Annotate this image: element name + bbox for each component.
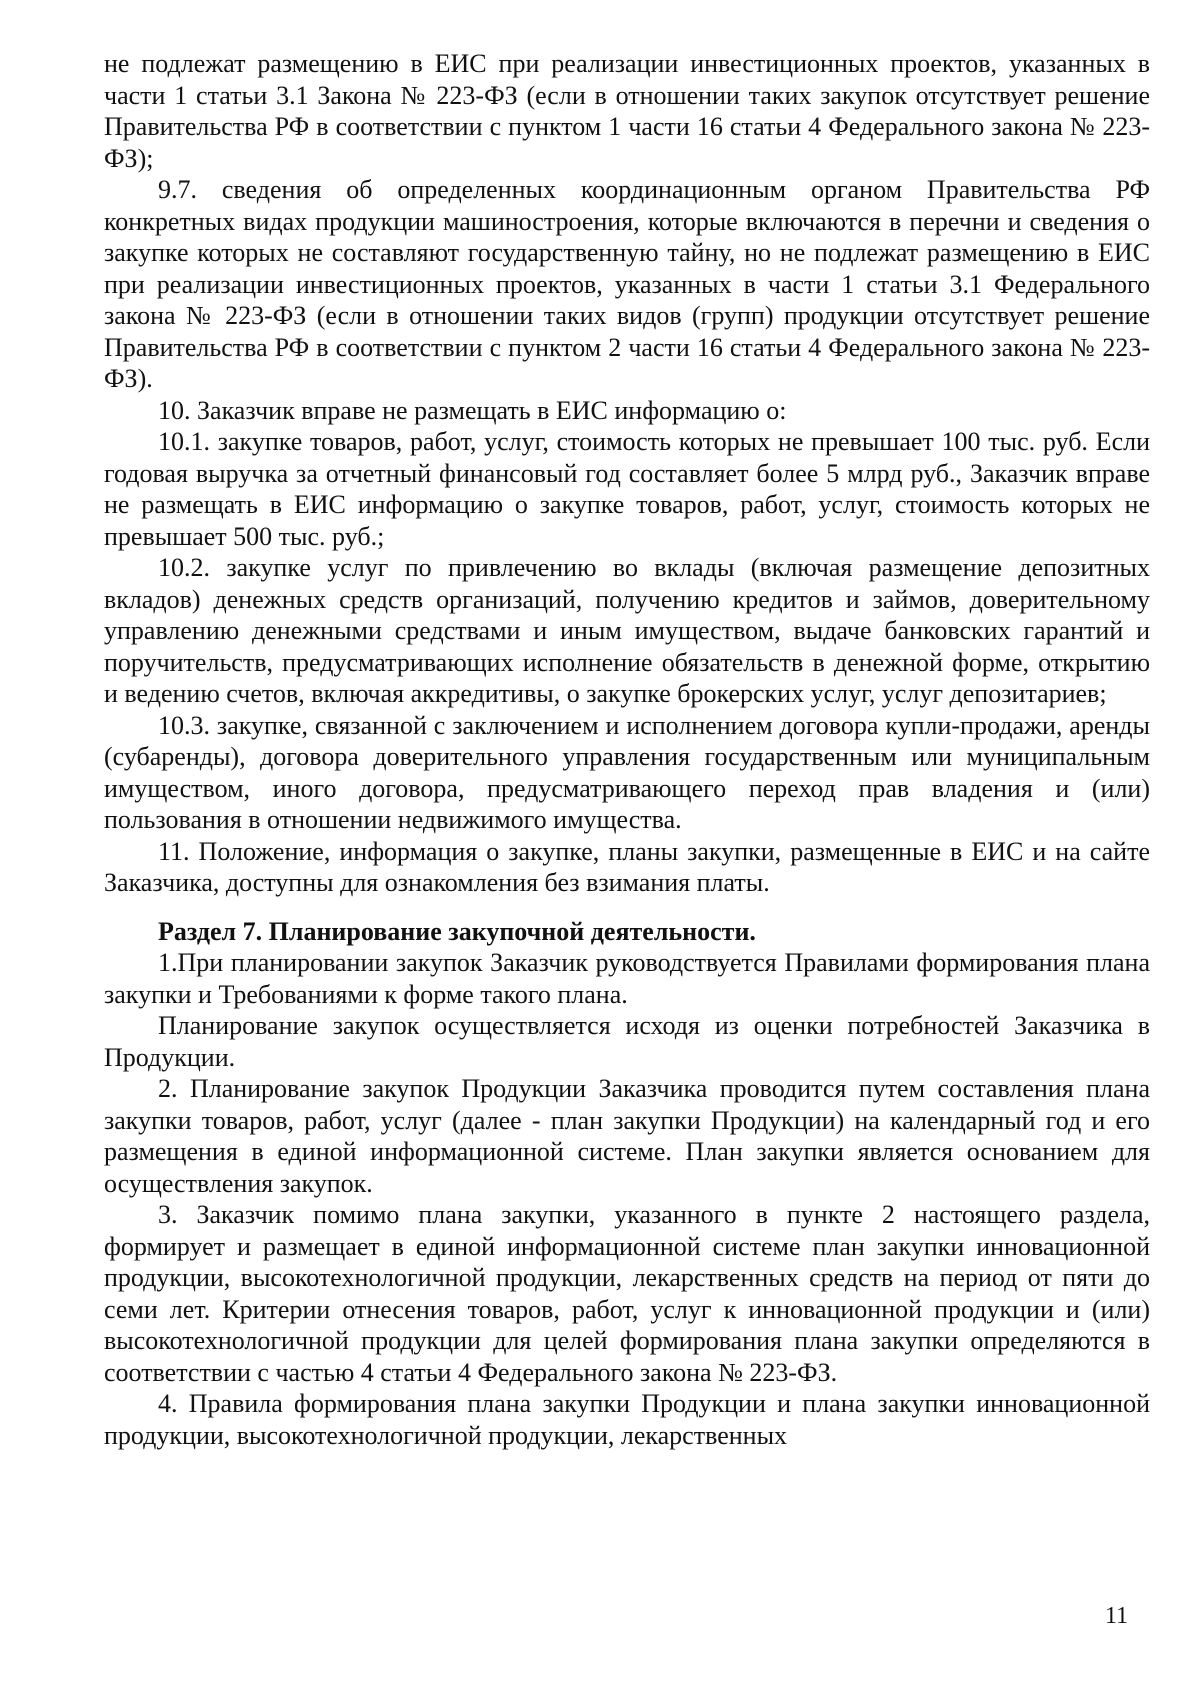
paragraph-s7-2: 2. Планирование закупок Продукции Заказчика проводится путем составления плана закупки товаров, работ, услуг (далее - план закупки Продукции) на календарный год и его размещения в единой информационной системе. План закупки является основанием для осуществления закупок.: [104, 1074, 1150, 1198]
paragraph-10: 10. Заказчик вправе не размещать в ЕИС информацию о:: [158, 395, 787, 425]
paragraph-s7-4: 4. Правила формирования плана закупки Продукции и плана закупки инновационной продукции, высокотехнологичной продукции, лекарственных: [104, 1389, 1150, 1450]
document-body: [104, 48, 1150, 1451]
paragraph-s7-3: 3. Заказчик помимо плана закупки, указанного в пункте 2 настоящего раздела, формирует и размещает в единой информационной системе план закупки инновационной продукции, высокотехнологичной продукции, лекарственных средств на период от пяти до семи лет. Критерии отнесения товаров, работ, услуг к инновационной продукции и (или) высокотехнологичной продукции для целей формирования плана закупки определяются в соответствии с частью 4 статьи 4 Федерального закона № 223-ФЗ.: [104, 1200, 1150, 1387]
paragraph-10-1: 10.1. закупке товаров, работ, услуг, стоимость которых не превышает 100 тыс. руб. Если годовая выручка за отчетный финансовый год составляет более 5 млрд руб., Заказчик вправе не размещать в ЕИС информацию о закупке товаров, работ, услуг, стоимость которых не превышает 500 тыс. руб.;: [104, 427, 1150, 551]
paragraph-10-3: 10.3. закупке, связанной с заключением и исполнением договора купли-продажи, аренды (субаренды), договора доверительного управления государственным или муниципальным имуществом, иного договора, предусматривающего переход прав владения и (или) пользования в отношении недвижимого имущества.: [104, 710, 1150, 834]
paragraph-9-7: 9.7. сведения об определенных координационным органом Правительства РФ конкретных видах продукции машиностроения, которые включаются в перечни и сведения о закупке которых не составляют государственную тайну, но не подлежат размещению в ЕИС при реализации инвестиционных проектов, указанных в части 1 статьи 3.1 Федерального закона № 223-ФЗ (если в отношении таких видов (групп) продукции отсутствует решение Правительства РФ в соответствии с пунктом 2 части 16 статьи 4 Федерального закона № 223-ФЗ).: [104, 175, 1150, 393]
paragraph-s7-1-cont: Планирование закупок осуществляется исходя из оценки потребностей Заказчика в Продукции.: [104, 1011, 1150, 1072]
paragraph-11: 11. Положение, информация о закупке, планы закупки, размещенные в ЕИС и на сайте Заказчика, доступны для ознакомления без взимания платы.: [104, 836, 1150, 897]
paragraph-10-2: 10.2. закупке услуг по привлечению во вклады (включая размещение депозитных вкладов) денежных средств организаций, получению кредитов и займов, доверительному управлению денежными средствами и иным имуществом, выдаче банковских гарантий и поручительств, предусматривающих исполнение обязательств в денежной форме, открытию и ведению счетов, включая аккредитивы, о закупке брокерских услуг, услуг депозитариев;: [104, 553, 1150, 708]
paragraph-continuation: не подлежат размещению в ЕИС при реализации инвестиционных проектов, указанных в части 1 статьи 3.1 Закона № 223-ФЗ (если в отношении таких закупок отсутствует решение Правительства РФ в соответствии с пунктом 1 части 16 статьи 4 Федерального закона № 223-ФЗ);: [104, 49, 1150, 173]
page-number: 11: [1105, 1603, 1129, 1629]
section-heading: Раздел 7. Планирование закупочной деятельности.: [158, 916, 756, 946]
paragraph-s7-1: 1.При планировании закупок Заказчик руководствуется Правилами формирования плана закупки и Требованиями к форме такого плана.: [104, 948, 1150, 1009]
